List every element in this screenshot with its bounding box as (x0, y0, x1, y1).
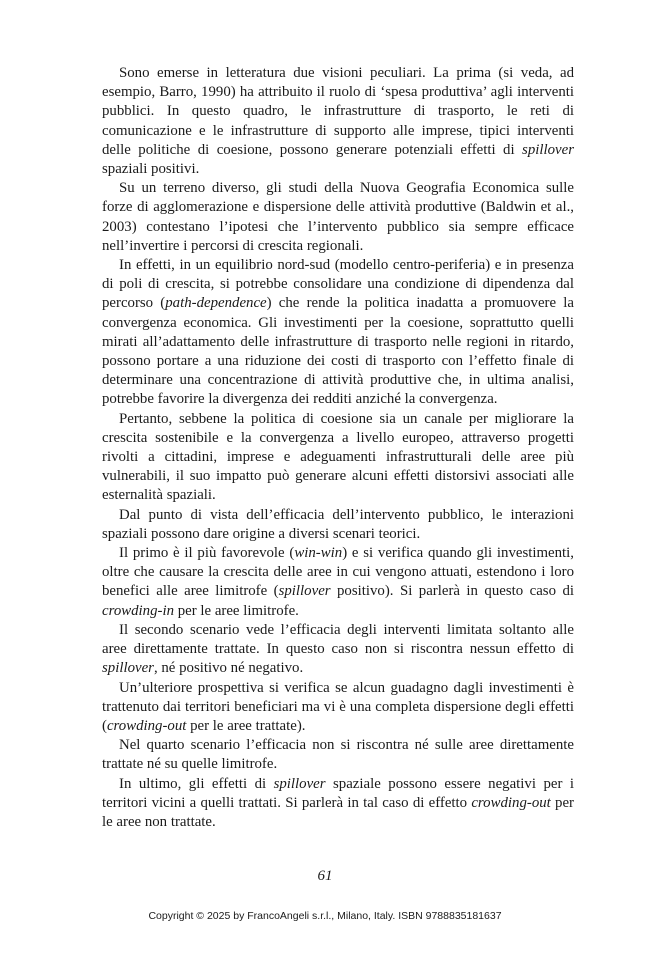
italic-term: win-win (294, 545, 343, 562)
text-segment: positivo). Si parlerà in questo caso di (330, 583, 574, 600)
text-segment: per le aree trattate). (186, 717, 306, 734)
paragraph (102, 679, 574, 737)
text-segment: ) che rende la politica inadatta a promuovere la convergenza economica. Gli investimenti per la coesione, soprattutto quelli mirati all’adattamento delle infrastrutture di trasporto nelle regioni in ritardo, possono portare a una riduzione dei costi di trasporto con l’effetto finale di determinare una concentrazione di attività produttive che, in ultima analisi, potrebbe favorire la divergenza dei redditi anziché la convergenza. (102, 295, 574, 408)
italic-term: spillover (273, 775, 326, 792)
paragraph (102, 410, 574, 506)
paragraph (102, 775, 574, 833)
page-number: 61 (317, 868, 333, 884)
body-text (102, 64, 574, 832)
paragraph (102, 736, 574, 774)
paragraph (102, 64, 574, 179)
text-segment: Il secondo scenario vede l’efficacia degli interventi limitata soltanto alle aree direttamente trattate. In questo caso non si riscontra nessun effetto di (102, 621, 574, 658)
copyright-notice: Copyright © 2025 by FrancoAngeli s.r.l., Milano, Italy. ISBN 9788835181637 (148, 910, 502, 922)
text-segment: ) e si verifica quando gli investimenti, oltre che causare la crescita delle aree in cui vengono attuati, estendono i loro benefici alle aree limitrofe ( (102, 545, 575, 600)
text-segment: spaziali positivi. (102, 161, 200, 178)
italic-term: spillover (522, 141, 574, 158)
page-body (102, 64, 574, 832)
text-segment: Il primo è il più favorevole ( (119, 545, 295, 562)
text-segment: In ultimo, gli effetti di (119, 775, 274, 792)
paragraph (102, 179, 574, 256)
text-segment: per le aree non trattate. (102, 794, 574, 830)
italic-term: crowding-out (471, 794, 551, 811)
italic-term: crowding-in (102, 602, 175, 619)
text-segment: Su un terreno diverso, gli studi della Nuova Geografia Economica sulle forze di agglomerazione e dispersione delle attività produttive (Baldwin et al., 2003) contestano l’ipotesi che l’intervento pubblico sia sempre efficace nell’invertire i percorsi di crescita regionali. (102, 180, 574, 254)
text-segment: In effetti, in un equilibrio nord-sud (modello centro-periferia) e in presenza di poli di crescita, si potrebbe consolidare una condizione di dipendenza dal percorso ( (102, 257, 574, 312)
italic-term: path-dependence (165, 295, 267, 312)
italic-term: crowding-out (106, 717, 187, 734)
paragraph (102, 256, 574, 410)
text-segment: Pertanto, sebbene la politica di coesione sia un canale per migliorare la crescita sostenibile e la convergenza a livello europeo, attraverso progetti rivolti a cittadini, imprese e adeguamenti infrastrutturali delle aree più vulnerabili, il suo impatto può generare alcuni effetti distorsivi associati alle esternalità spaziali. (102, 410, 574, 504)
italic-term: spillover (102, 660, 154, 677)
italic-term: spillover (278, 583, 331, 600)
text-segment: per le aree limitrofe. (174, 602, 299, 619)
paragraph (102, 621, 574, 679)
text-segment: spaziale possono essere negativi per i territori vicini a quelli trattati. Si parlerà in tal caso di effetto (102, 775, 574, 811)
text-segment: Un’ulteriore prospettiva si verifica se alcun guadagno dagli investimenti è trattenuto dai territori beneficiari ma vi è una completa dispersione degli effetti ( (102, 679, 574, 734)
text-segment: Nel quarto scenario l’efficacia non si riscontra né sulle aree direttamente trattate né su quelle limitrofe. (102, 737, 574, 773)
paragraph (102, 544, 574, 621)
paragraph (102, 506, 574, 544)
text-segment: , né positivo né negativo. (153, 660, 304, 677)
text-segment: Dal punto di vista dell’efficacia dell’intervento pubblico, le interazioni spaziali possono dare origine a diversi scenari teorici. (102, 506, 574, 542)
text-segment: Sono emerse in letteratura due visioni peculiari. La prima (si veda, ad esempio, Barro, 1990) ha attribuito il ruolo di ‘spesa produttiva’ agli interventi pubblici. In questo quadro, le infrastrutture di trasporto, le reti di comunicazione e le infrastrutture di supporto alle imprese, tipici interventi delle politiche di coesione, possono generare potenziali effetti di (102, 65, 574, 158)
